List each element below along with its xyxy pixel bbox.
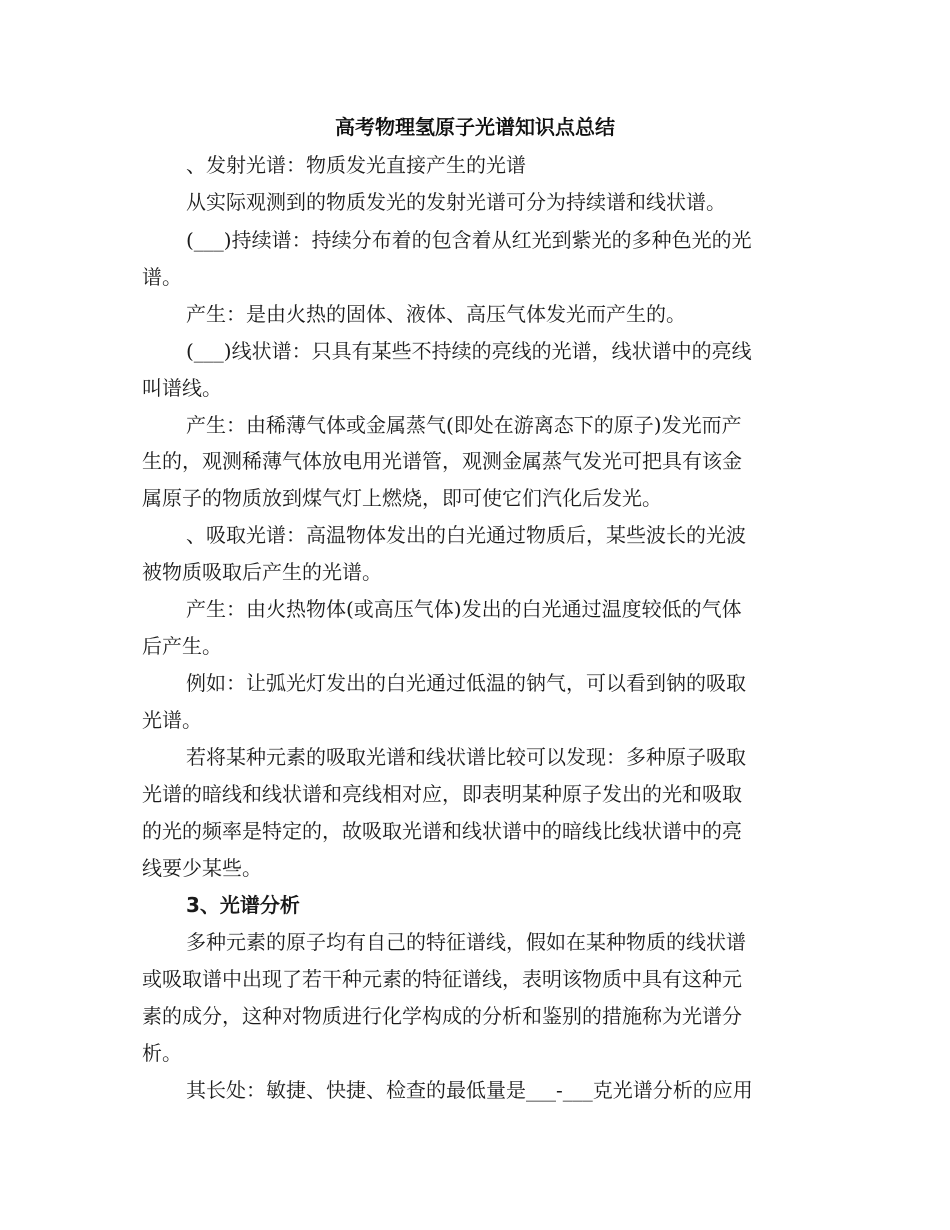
document-title: 高考物理氢原子光谱知识点总结: [335, 115, 615, 139]
text-line: 例如：让弧光灯发出的白光通过低温的钠气，可以看到钠的吸取: [186, 671, 746, 695]
text-line: 析。: [142, 1041, 182, 1065]
text-line: 其长处：敏捷、快捷、检查的最低量是___-___克光谱分析的应用: [186, 1078, 753, 1102]
text-line: 、发射光谱：物质发光直接产生的光谱: [186, 153, 526, 177]
text-line: 叫谱线。: [142, 376, 222, 400]
text-line: 光谱的暗线和线状谱和亮线相对应，即表明某种原子发出的光和吸取: [142, 782, 742, 806]
section-heading: 3、光谱分析: [186, 893, 300, 917]
text-line: 产生：由火热物体(或高压气体)发出的白光通过温度较低的气体: [186, 597, 742, 621]
text-line: 从实际观测到的物质发光的发射光谱可分为持续谱和线状谱。: [186, 190, 726, 214]
text-line: 产生：由稀薄气体或金属蒸气(即处在游离态下的原子)发光而产: [186, 413, 742, 437]
text-line: 生的，观测稀薄气体放电用光谱管，观测金属蒸气发光可把具有该金: [142, 449, 742, 473]
text-line: 、吸取光谱：高温物体发出的白光通过物质后，某些波长的光波: [186, 523, 746, 547]
text-line: 素的成分，这种对物质进行化学构成的分析和鉴别的措施称为光谱分: [142, 1004, 742, 1028]
text-line: 若将某种元素的吸取光谱和线状谱比较可以发现：多种原子吸取: [186, 745, 746, 769]
text-line: 后产生。: [142, 634, 222, 658]
text-line: 光谱。: [142, 708, 202, 732]
text-line: (___)线状谱：只具有某些不持续的亮线的光谱，线状谱中的亮线: [186, 339, 752, 363]
text-line: 多种元素的原子均有自己的特征谱线，假如在某种物质的线状谱: [186, 930, 746, 954]
text-line: 属原子的物质放到煤气灯上燃烧，即可使它们汽化后发光。: [142, 486, 662, 510]
text-line: 谱。: [142, 265, 182, 289]
text-line: (___)持续谱：持续分布着的包含着从红光到紫光的多种色光的光: [186, 228, 752, 252]
text-line: 的光的频率是特定的，故吸取光谱和线状谱中的暗线比线状谱中的亮: [142, 819, 742, 843]
text-line: 产生：是由火热的固体、液体、高压气体发光而产生的。: [186, 302, 686, 326]
text-line: 被物质吸取后产生的光谱。: [142, 560, 382, 584]
text-line: 或吸取谱中出现了若干种元素的特征谱线，表明该物质中具有这种元: [142, 967, 742, 991]
text-line: 线要少某些。: [142, 856, 262, 880]
